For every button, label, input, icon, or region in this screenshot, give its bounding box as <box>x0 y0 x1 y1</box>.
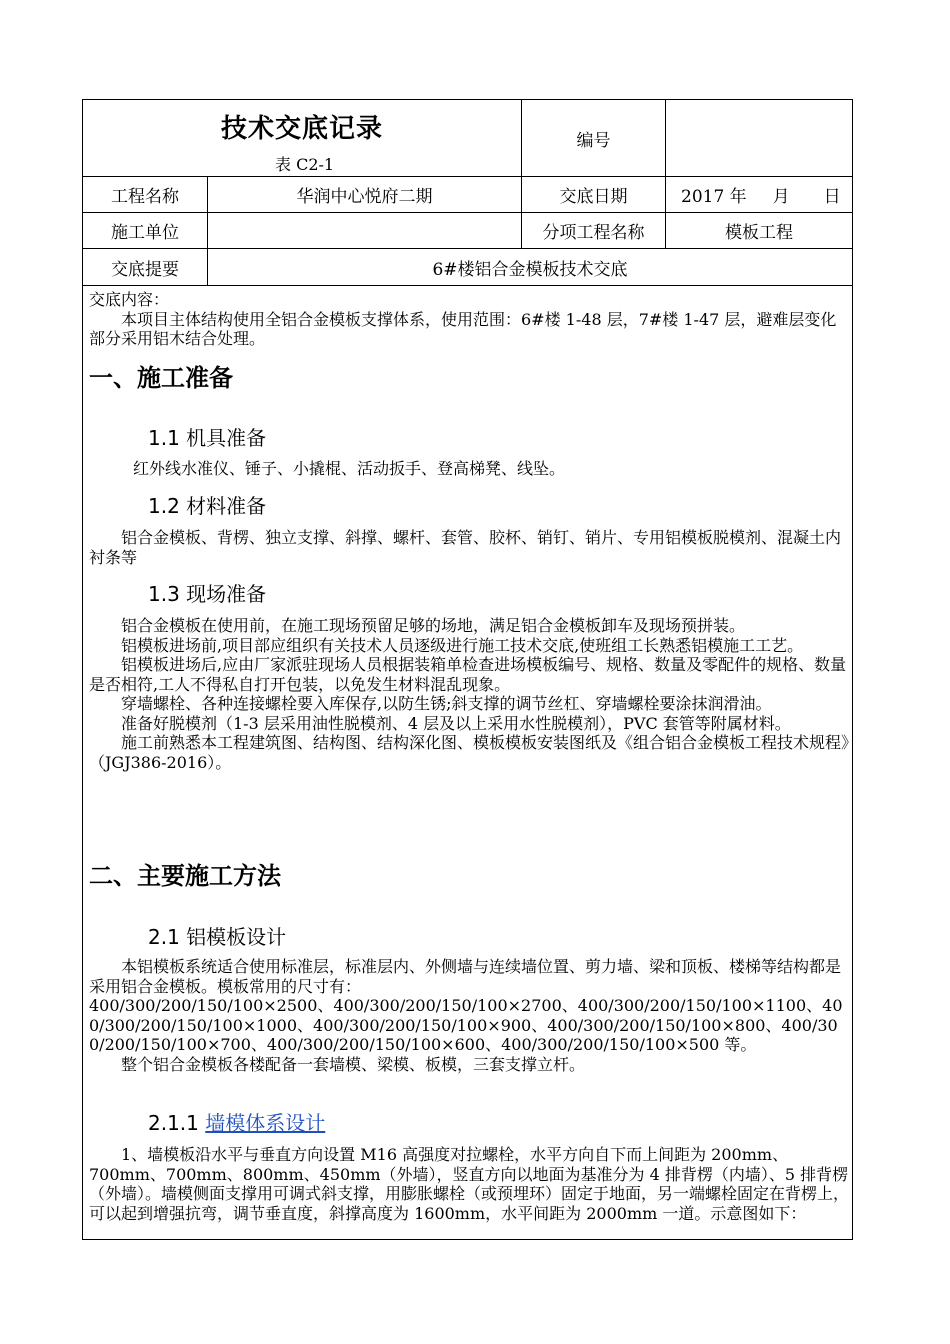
date-month: 月 <box>772 187 790 207</box>
section-2-heading: 二、主要施工方法 <box>89 862 281 890</box>
section-1-3-heading: 1.3 现场准备 <box>148 582 267 606</box>
tools-paragraph: 红外线水准仪、锤子、小撬棍、活动扳手、登高梯凳、线坠。 <box>133 459 566 478</box>
section-2-1-heading: 2.1 铝模板设计 <box>148 925 287 949</box>
summary-label: 交底提要 <box>111 259 179 280</box>
section-2-1-1-body <box>89 1145 849 1223</box>
section-number: 2.1.1 <box>148 1111 199 1135</box>
design-paragraph: 整个铝合金模板各楼配备一套墙模、梁模、板模，三套支撑立杆。 <box>121 1054 586 1074</box>
panel-sizes: 400/300/200/150/100×2500、400/300/200/150/100×2700、400/300/200/150/100×1100、400/300/200/150/100×1000、400/300/200/150/100×900、400/300/200/150/100×800、400/300/200/150/100×700、400/300/200/150/100×600、400/300/200/150/100×500 等。 <box>89 996 843 1054</box>
number-label: 编号 <box>576 130 611 151</box>
sub-item-label: 分项工程名称 <box>542 223 645 243</box>
project-name-label: 工程名称 <box>111 187 179 207</box>
intro-paragraph: 本项目主体结构使用全铝合金模板支撑体系，使用范围：6#楼 1-48 层，7#楼 1-47 层，避难层变化部分采用铝木结合处理。 <box>89 309 837 348</box>
date-year: 2017 年 <box>681 187 747 207</box>
section-2-1-body <box>89 957 849 1074</box>
construction-unit-label: 施工单位 <box>111 223 179 243</box>
handover-date-label: 交底日期 <box>559 187 628 207</box>
intro-block <box>89 290 849 349</box>
content-label: 交底内容： <box>89 290 170 309</box>
section-2-1-1-heading <box>148 1107 325 1136</box>
site-prep-paragraph: 施工前熟悉本工程建筑图、结构图、结构深化图、模板模板安装图纸及《组合铝合金模板工程技术规程》（JGJ386-2016）。 <box>89 733 850 772</box>
section-1-heading: 一、施工准备 <box>89 364 233 392</box>
site-prep-paragraph: 铝合金模板在使用前，在施工现场预留足够的场地，满足铝合金模板卸车及现场预拼装。 <box>121 616 746 635</box>
wall-formwork-link[interactable]: 墙模体系设计 <box>205 1111 326 1135</box>
site-prep-paragraph: 铝模板进场前,项目部应组织有关技术人员逐级进行施工技术交底,使班组工长熟悉铝模施工工艺。 <box>121 635 804 655</box>
materials-paragraph: 铝合金模板、背楞、独立支撑、斜撑、螺杆、套管、胶杯、销钉、销片、专用铝模板脱模剂、混凝土内衬条等 <box>89 528 842 567</box>
form-code: 表 C2-1 <box>275 155 335 174</box>
site-prep-paragraph: 穿墙螺栓、各种连接螺栓要入库保存,以防生锈;斜支撑的调节丝杠、穿墙螺栓要涂抹润滑油。 <box>121 694 772 713</box>
section-1-1-body <box>89 459 849 479</box>
number-value <box>666 100 852 176</box>
sub-item-value: 模板工程 <box>725 223 793 243</box>
design-paragraph: 本铝模板系统适合使用标准层，标准层内、外侧墙与连续墙位置、剪力墙、梁和顶板、楼梯等结构都是采用铝合金模板。模板常用的尺寸有： <box>89 957 842 996</box>
project-name-value: 华润中心悦府二期 <box>296 187 433 207</box>
summary-value: 6#楼铝合金模板技术交底 <box>432 259 628 280</box>
site-prep-paragraph: 准备好脱模剂（1-3 层采用油性脱模剂、4 层及以上采用水性脱模剂），PVC 套管等附属材料。 <box>121 713 791 733</box>
section-1-2-body <box>89 528 849 567</box>
construction-unit-value <box>208 213 521 248</box>
section-1-1-heading: 1.1 机具准备 <box>148 426 267 450</box>
section-1-2-heading: 1.2 材料准备 <box>148 494 267 518</box>
date-day: 日 <box>823 187 841 207</box>
handover-date-value <box>666 177 852 212</box>
wall-formwork-paragraph: 1、墙模板沿水平与垂直方向设置 M16 高强度对拉螺栓，水平方向自下而上间距为 200mm、700mm、700mm、800mm、450mm（外墙），竖直方向以地面为基准分为 4 排背楞（内墙）、5 排背楞（外墙）。墙模侧面支撑用可调式斜支撑，用膨胀螺栓（或预埋环）固定于地面，另一端螺栓固定在背楞上，可以起到增强抗弯，调节垂直度，斜撑高度为 1600mm，水平间距为 2000mm 一道。示意图如下： <box>89 1145 850 1223</box>
site-prep-paragraph: 铝模板进场后,应由厂家派驻现场人员根据装箱单检查进场模板编号、规格、数量及零配件的规格、数量是否相符,工人不得私自打开包装，以免发生材料混乱现象。 <box>89 655 847 694</box>
document-title: 技术交底记录 <box>220 114 383 144</box>
section-1-3-body <box>89 616 849 772</box>
table-divider <box>82 285 853 286</box>
